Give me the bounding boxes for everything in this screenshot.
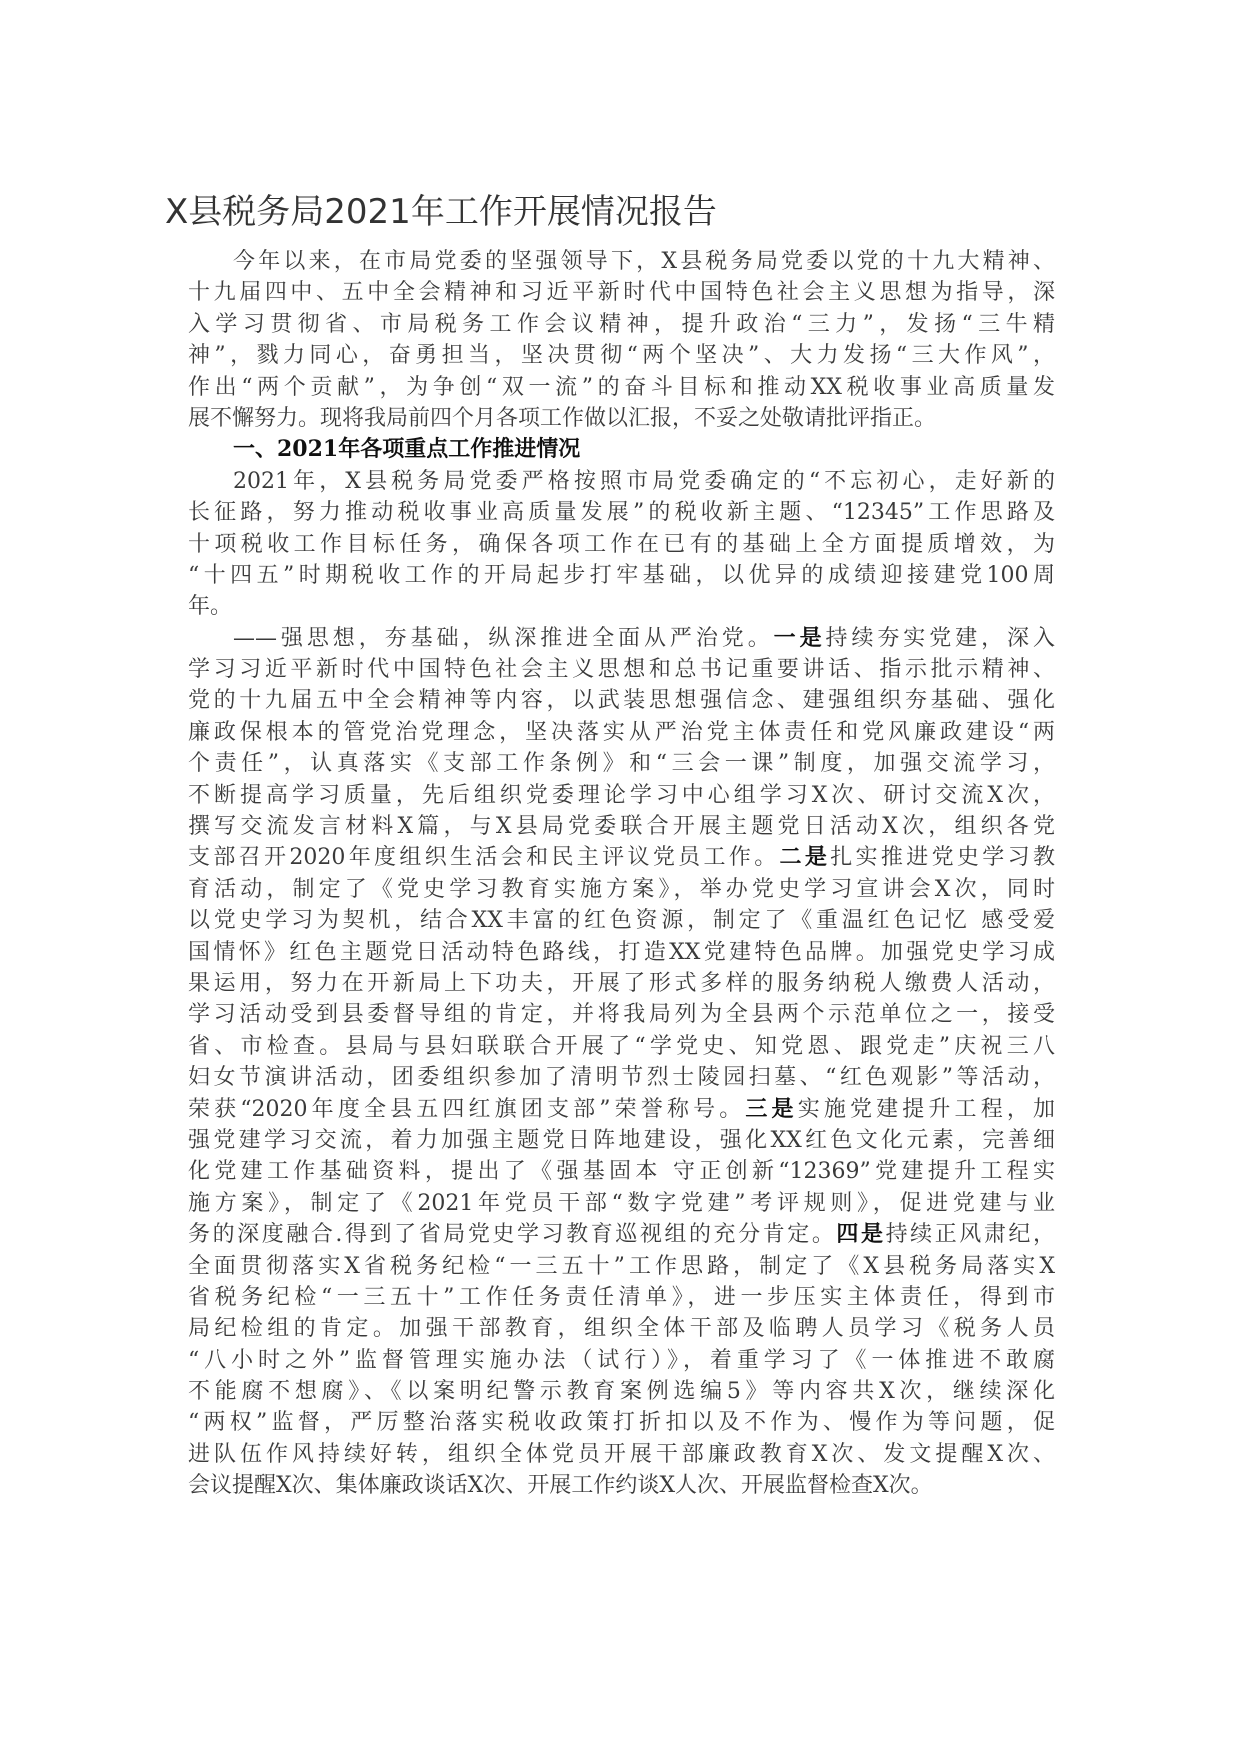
text-run: 持续夯实党建，深入 [825, 625, 1055, 651]
text-line [188, 1439, 1055, 1470]
text-line [188, 309, 1055, 340]
text-run: 撰写交流发言材料X篇，与X县局党委联合开展主题党日活动X次，组织各党 [188, 814, 1055, 840]
text-run: “八小时之外”监督管理实施办法（试行）》，着重学习了《一体推进不敢腐 [188, 1347, 1055, 1373]
text-line [188, 748, 1055, 779]
text-run: 学习活动受到县委督导组的肯定，并将我局列为全县两个示范单位之一，接受 [188, 1002, 1055, 1028]
text-run: 廉政保根本的管党治党理念，坚决落实从严治党主体责任和党风廉政建设“两 [188, 719, 1055, 745]
text-run: 学习习近平新时代中国特色社会主义思想和总书记重要讲话、指示批示精神、 [188, 657, 1055, 683]
text-line [188, 1031, 1055, 1062]
text-line [188, 1376, 1055, 1407]
text-line [188, 1156, 1055, 1187]
text-run: 育活动，制定了《党史学习教育实施方案》，举办党史学习宣讲会X次，同时 [188, 876, 1055, 902]
text-run: “两权”监督，严厉整治落实税收政策打折扣以及不作为、慢作为等问题，促 [188, 1410, 1055, 1436]
text-line [188, 780, 1055, 811]
text-line [188, 1470, 1055, 1501]
text-line [188, 497, 1055, 528]
text-run: 作出“两个贡献”，为争创“双一流”的奋斗目标和推动XX税收事业高质量发 [188, 374, 1055, 400]
bold-text: 一、2021年各项重点工作推进情况 [233, 436, 581, 463]
text-line [188, 654, 1055, 685]
text-run: 长征路，努力推动税收事业高质量发展”的税收新主题、“12345”工作思路及 [188, 500, 1055, 526]
text-line [188, 246, 1055, 277]
text-run: 党的十九届五中全会精神等内容，以武装思想强信念、建强组织夯基础、强化 [188, 688, 1055, 714]
text-line [188, 403, 1055, 434]
bold-text: 二是 [779, 844, 831, 871]
text-run: 全面贯彻落实X省税务纪检“一三五十”工作思路，制定了《X县税务局落实X [188, 1253, 1055, 1279]
document-body [188, 246, 1055, 1502]
text-run: 化党建工作基础资料，提出了《强基固本 守正创新“12369”党建提升工程实 [188, 1159, 1055, 1185]
text-run: 以党史学习为契机，结合XX丰富的红色资源，制定了《重温红色记忆 感受爱 [188, 908, 1055, 934]
text-line [188, 372, 1055, 403]
text-run: 实施党建提升工程，加 [797, 1096, 1055, 1122]
text-run: 国情怀》红色主题党日活动特色路线，打造XX党建特色品牌。加强党史学习成 [188, 939, 1055, 965]
text-line [188, 1282, 1055, 1313]
text-run: ——强思想，夯基础，纵深推进全面从严治党。 [233, 625, 774, 651]
paragraph [188, 623, 1055, 1502]
document-title: X县税务局2021年工作开展情况报告 [165, 192, 717, 232]
text-run: “十四五”时期税收工作的开局起步打牢基础，以优异的成绩迎接建党100周 [188, 562, 1055, 588]
text-run: 省税务纪检“一三五十”工作任务责任清单》，进一步压实主体责任，得到市 [188, 1284, 1055, 1310]
text-run: 神”，戮力同心，奋勇担当，坚决贯彻“两个坚决”、大力发扬“三大作风”， [188, 343, 1055, 369]
text-run: 十项税收工作目标任务，确保各项工作在已有的基础上全方面提质增效，为 [188, 531, 1055, 557]
text-run: 不能腐不想腐》、《以案明纪警示教育案例选编5》等内容共X次，继续深化 [188, 1379, 1055, 1405]
text-run: 施方案》，制定了《2021年党员干部“数字党建”考评规则》，促进党建与业 [188, 1190, 1055, 1216]
text-line [188, 905, 1055, 936]
text-run: 强党建学习交流，着力加强主题党日阵地建设，强化XX红色文化元素，完善细 [188, 1127, 1055, 1153]
text-run: 荣获“2020年度全县五四红旗团支部”荣誉称号。 [188, 1096, 746, 1122]
text-line [188, 1251, 1055, 1282]
text-line [188, 466, 1055, 497]
text-line [188, 968, 1055, 999]
text-run: 进队伍作风持续好转，组织全体党员开展干部廉政教育X次、发文提醒X次、 [188, 1441, 1055, 1467]
text-run: 局纪检组的肯定。加强干部教育，组织全体干部及临聘人员学习《税务人员 [188, 1316, 1055, 1342]
text-run: 扎实推进党史学习教 [830, 845, 1055, 871]
text-run: 省、市检查。县局与县妇联联合开展了“学党史、知党恩、跟党走”庆祝三八 [188, 1033, 1055, 1059]
text-run: 不断提高学习质量，先后组织党委理论学习中心组学习X次、研讨交流X次， [188, 782, 1055, 808]
text-run: 持续正风肃纪， [885, 1222, 1055, 1248]
section-heading [188, 434, 1055, 465]
text-line [188, 1407, 1055, 1438]
text-line [188, 999, 1055, 1030]
text-line [188, 874, 1055, 905]
paragraph [188, 466, 1055, 623]
text-line [188, 1313, 1055, 1344]
text-run: 展不懈努力。现将我局前四个月各项工作做以汇报，不妥之处敬请批评指正。 [188, 405, 937, 431]
text-line [188, 1219, 1055, 1250]
text-line [188, 717, 1055, 748]
bold-text: 四是 [836, 1221, 886, 1248]
text-line [188, 340, 1055, 371]
text-line [188, 277, 1055, 308]
text-run: 果运用，努力在开新局上下功夫，开展了形式多样的服务纳税人缴费人活动， [188, 970, 1055, 996]
bold-text: 一是 [773, 624, 826, 651]
text-line [188, 1062, 1055, 1093]
text-run: 入学习贯彻省、市局税务工作会议精神，提升政治“三力”，发扬“三牛精 [188, 311, 1055, 337]
text-run: 会议提醒X次、集体廉政谈话X次、开展工作约谈X人次、开展监督检查X次。 [188, 1473, 933, 1499]
bold-text: 三是 [745, 1095, 798, 1122]
text-line [188, 937, 1055, 968]
text-line [188, 1188, 1055, 1219]
text-run: 年。 [188, 594, 233, 620]
text-run: 个责任”，认真落实《支部工作条例》和“三会一课”制度，加强交流学习， [188, 751, 1055, 777]
text-line [188, 591, 1055, 622]
text-line [188, 434, 1055, 465]
text-line [188, 842, 1055, 873]
text-line [188, 529, 1055, 560]
text-line [188, 1094, 1055, 1125]
paragraph [188, 246, 1055, 434]
text-run: 支部召开2020年度组织生活会和民主评议党员工作。 [188, 845, 780, 871]
text-run: 2021年，X县税务局党委严格按照市局党委确定的“不忘初心，走好新的 [233, 468, 1055, 494]
text-run: 妇女节演讲活动，团委组织参加了清明节烈士陵园扫墓、“红色观影”等活动， [188, 1065, 1055, 1091]
text-line [188, 1125, 1055, 1156]
text-run: 务的深度融合.得到了省局党史学习教育巡视组的充分肯定。 [188, 1222, 837, 1248]
text-line [188, 623, 1055, 654]
text-line [188, 560, 1055, 591]
text-line [188, 811, 1055, 842]
text-line [188, 1345, 1055, 1376]
text-run: 十九届四中、五中全会精神和习近平新时代中国特色社会主义思想为指导，深 [188, 280, 1055, 306]
text-line [188, 685, 1055, 716]
text-run: 今年以来，在市局党委的坚强领导下，X县税务局党委以党的十九大精神、 [233, 249, 1055, 274]
